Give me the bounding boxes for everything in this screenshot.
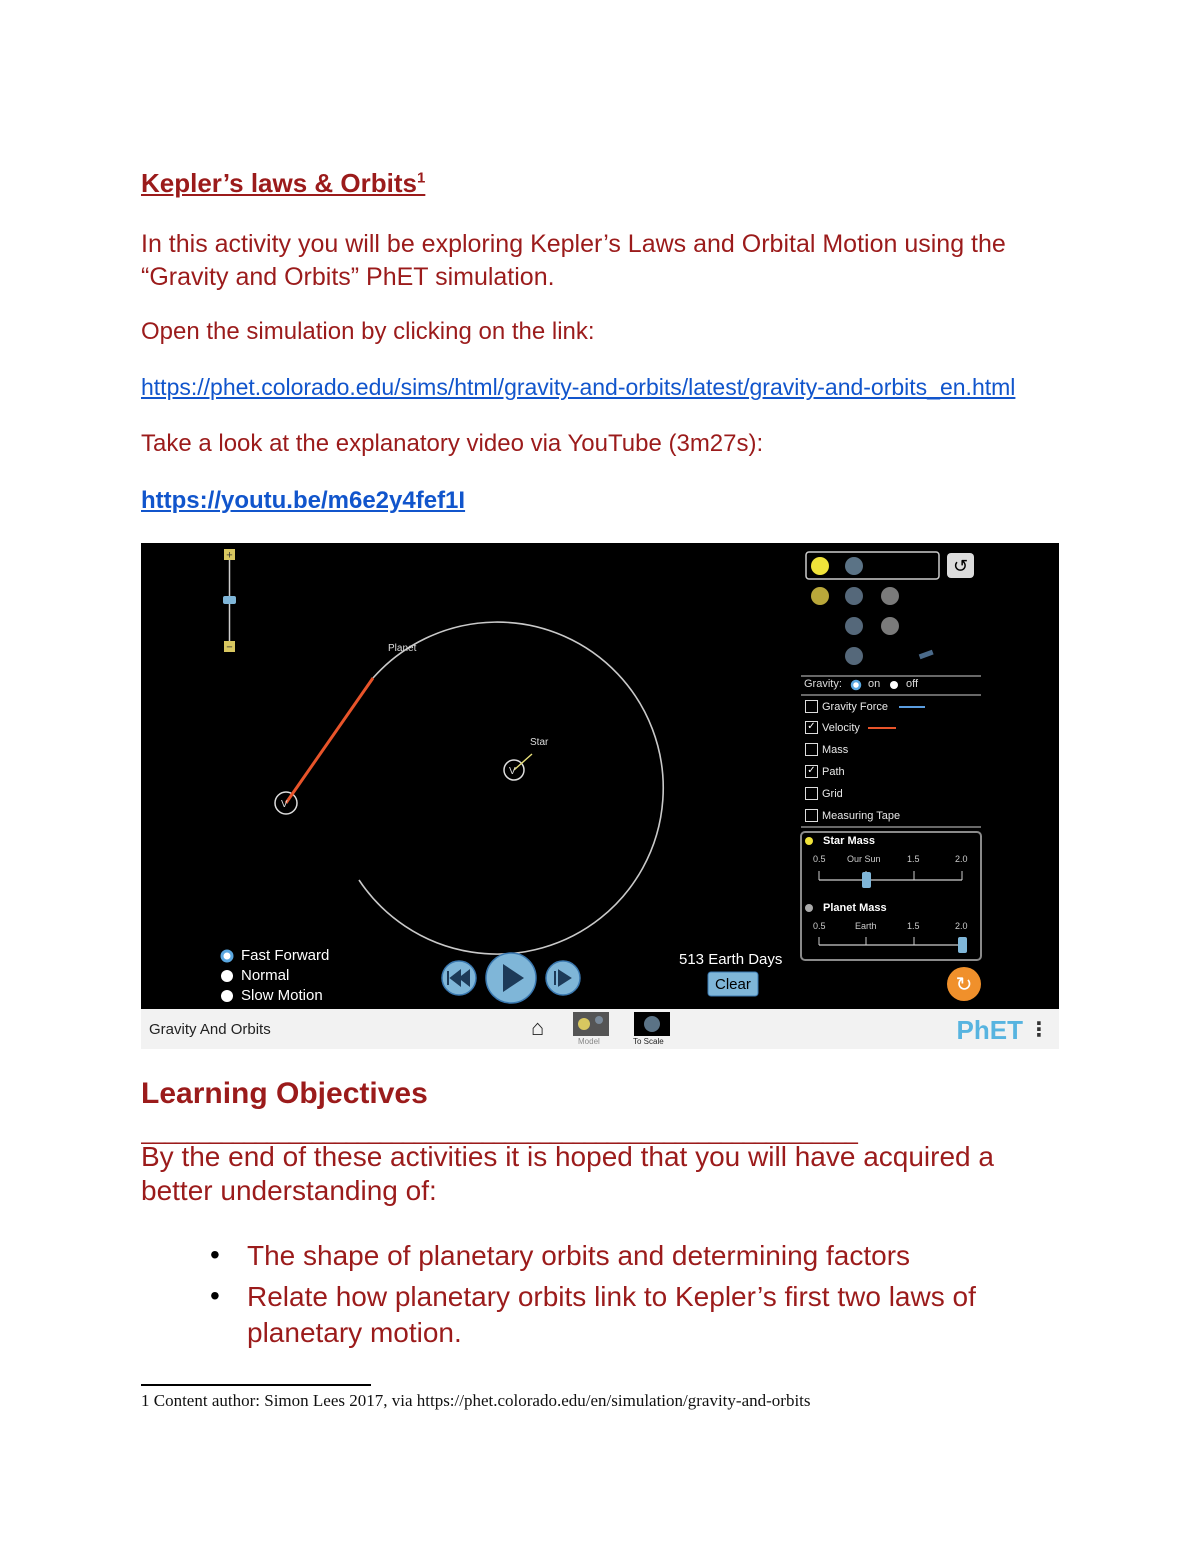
sun-icon[interactable] (811, 557, 829, 575)
checkbox-box[interactable] (805, 809, 818, 822)
checkbox-grid[interactable] (805, 787, 843, 800)
checkbox-label: Mass (822, 743, 849, 756)
to-scale-screen-icon[interactable] (634, 1012, 670, 1036)
gravity-on-radio[interactable] (852, 681, 860, 689)
elapsed-time: 513 Earth Days (679, 951, 783, 968)
checkbox-box[interactable] (805, 743, 818, 756)
star-mass-dot-icon (805, 837, 813, 845)
planet-mass-slider-thumb[interactable] (958, 937, 967, 953)
undo-icon: ↺ (952, 556, 969, 577)
checkbox-box[interactable]: ✓ (805, 765, 818, 778)
speed-option-fast-forward[interactable]: Fast Forward (241, 947, 330, 964)
planet-mass-tick: 0.5 (813, 921, 826, 931)
objective-item: The shape of planetary orbits and determining factors (247, 1240, 911, 1271)
star-mass-tick: 0.5 (813, 854, 826, 864)
planet-label: Planet (388, 643, 417, 654)
earth-icon-alt[interactable] (845, 587, 863, 605)
clear-button-label[interactable]: Clear (715, 976, 751, 993)
svg-text:+: + (226, 549, 233, 562)
home-icon[interactable]: ⌂ (531, 1015, 545, 1040)
checkbox-gravity-force[interactable] (805, 700, 888, 713)
to-scale-screen-label[interactable]: To Scale (633, 1037, 664, 1046)
star-label: Star (530, 737, 549, 748)
objective-item: Relate how planetary orbits link to Kepler’s first two laws of planetary motion. (247, 1281, 976, 1348)
gravity-off-radio[interactable] (890, 681, 898, 689)
title-text: Kepler’s laws & Orbits (141, 168, 417, 198)
earth-icon-3[interactable] (845, 647, 863, 665)
bullet-icon: • (210, 1239, 220, 1270)
checkbox-path[interactable] (805, 765, 845, 778)
objectives-intro: By the end of these activities it is hoped that you will have acquired a better understanding of: (141, 1141, 994, 1206)
star-mass-tick: 1.5 (907, 854, 920, 864)
checkbox-label: Grid (822, 787, 843, 800)
star-mass-title: Star Mass (823, 835, 875, 847)
checkbox-box[interactable] (805, 700, 818, 713)
section-heading-learning-objectives: Learning Objectives (141, 1077, 428, 1110)
earth-icon-2[interactable] (845, 617, 863, 635)
footnote-separator (141, 1384, 371, 1386)
slow-motion-radio[interactable] (221, 990, 233, 1002)
speed-option-normal[interactable]: Normal (241, 967, 290, 984)
svg-text:V: V (281, 799, 288, 810)
checkbox-label: Measuring Tape (822, 809, 901, 822)
checkbox-box[interactable]: ✓ (805, 721, 818, 734)
planet-mass-title: Planet Mass (823, 902, 887, 914)
simulation-screenshot (141, 543, 1059, 1049)
checkbox-velocity[interactable] (805, 721, 860, 734)
planet-velocity-arrow[interactable] (286, 678, 373, 803)
checkbox-measuring-tape[interactable] (805, 809, 900, 822)
model-screen-icon[interactable] (573, 1012, 609, 1036)
checkbox-label: Path (822, 765, 845, 778)
intro-paragraph: In this activity you will be exploring Kepler’s Laws and Orbital Motion using the “Gravity and Orbits” PhET simulation. (141, 230, 1006, 291)
gravity-off-label[interactable]: off (906, 678, 919, 690)
planet-mass-tick: Earth (855, 921, 877, 931)
star-mass-tick: 2.0 (955, 854, 968, 864)
model-screen-label[interactable]: Model (578, 1037, 600, 1046)
fast-forward-radio[interactable] (222, 951, 232, 961)
video-instruction: Take a look at the explanatory video via YouTube (3m27s): (141, 430, 764, 457)
sun-icon-alt[interactable] (811, 587, 829, 605)
planet-mass-dot-icon (805, 904, 813, 912)
reset-all-icon: ↻ (955, 972, 973, 996)
zoom-slider-thumb[interactable] (223, 596, 236, 604)
moon-icon[interactable] (881, 587, 899, 605)
svg-text:−: − (226, 641, 233, 654)
speed-option-slow-motion[interactable]: Slow Motion (241, 987, 323, 1004)
mass-controls-panel (801, 832, 981, 960)
footnote-mark[interactable]: 1 (416, 169, 426, 187)
normal-radio[interactable] (221, 970, 233, 982)
planet-mass-tick: 1.5 (907, 921, 920, 931)
star-mass-tick: Our Sun (847, 854, 881, 864)
checkbox-label: Velocity (822, 721, 860, 734)
checkbox-label: Gravity Force (822, 700, 889, 713)
youtube-link[interactable]: https://youtu.be/m6e2y4fef1I (141, 487, 466, 514)
earth-icon[interactable] (845, 557, 863, 575)
app-title: Gravity And Orbits (149, 1021, 271, 1038)
section-divider: _______________________________________________________________ (141, 1118, 856, 1145)
simulation-link[interactable]: https://phet.colorado.edu/sims/html/gravity-and-orbits/latest/gravity-and-orbits_en.html (141, 374, 1016, 400)
navigation-bar (141, 1009, 1059, 1049)
checkbox-mass[interactable] (805, 743, 848, 756)
svg-text:V: V (509, 766, 516, 777)
gravity-on-label[interactable]: on (868, 678, 881, 690)
phet-logo[interactable]: PhET (956, 1015, 1023, 1045)
moon-icon-2[interactable] (881, 617, 899, 635)
open-simulation-instruction: Open the simulation by clicking on the link: (141, 318, 595, 345)
orbit-path (359, 622, 663, 954)
footnote: 1 Content author: Simon Lees 2017, via https://phet.colorado.edu/en/simulation/gravity-and-orbits (141, 1391, 811, 1410)
menu-icon[interactable]: ⋮ (1029, 1019, 1049, 1041)
checkbox-box[interactable] (805, 787, 818, 800)
star-mass-slider-thumb[interactable] (862, 872, 871, 888)
page-title (141, 168, 425, 199)
planet-mass-tick: 2.0 (955, 921, 968, 931)
satellite-icon[interactable] (919, 650, 934, 659)
bullet-icon: • (210, 1280, 220, 1311)
gravity-label: Gravity: (804, 678, 842, 690)
